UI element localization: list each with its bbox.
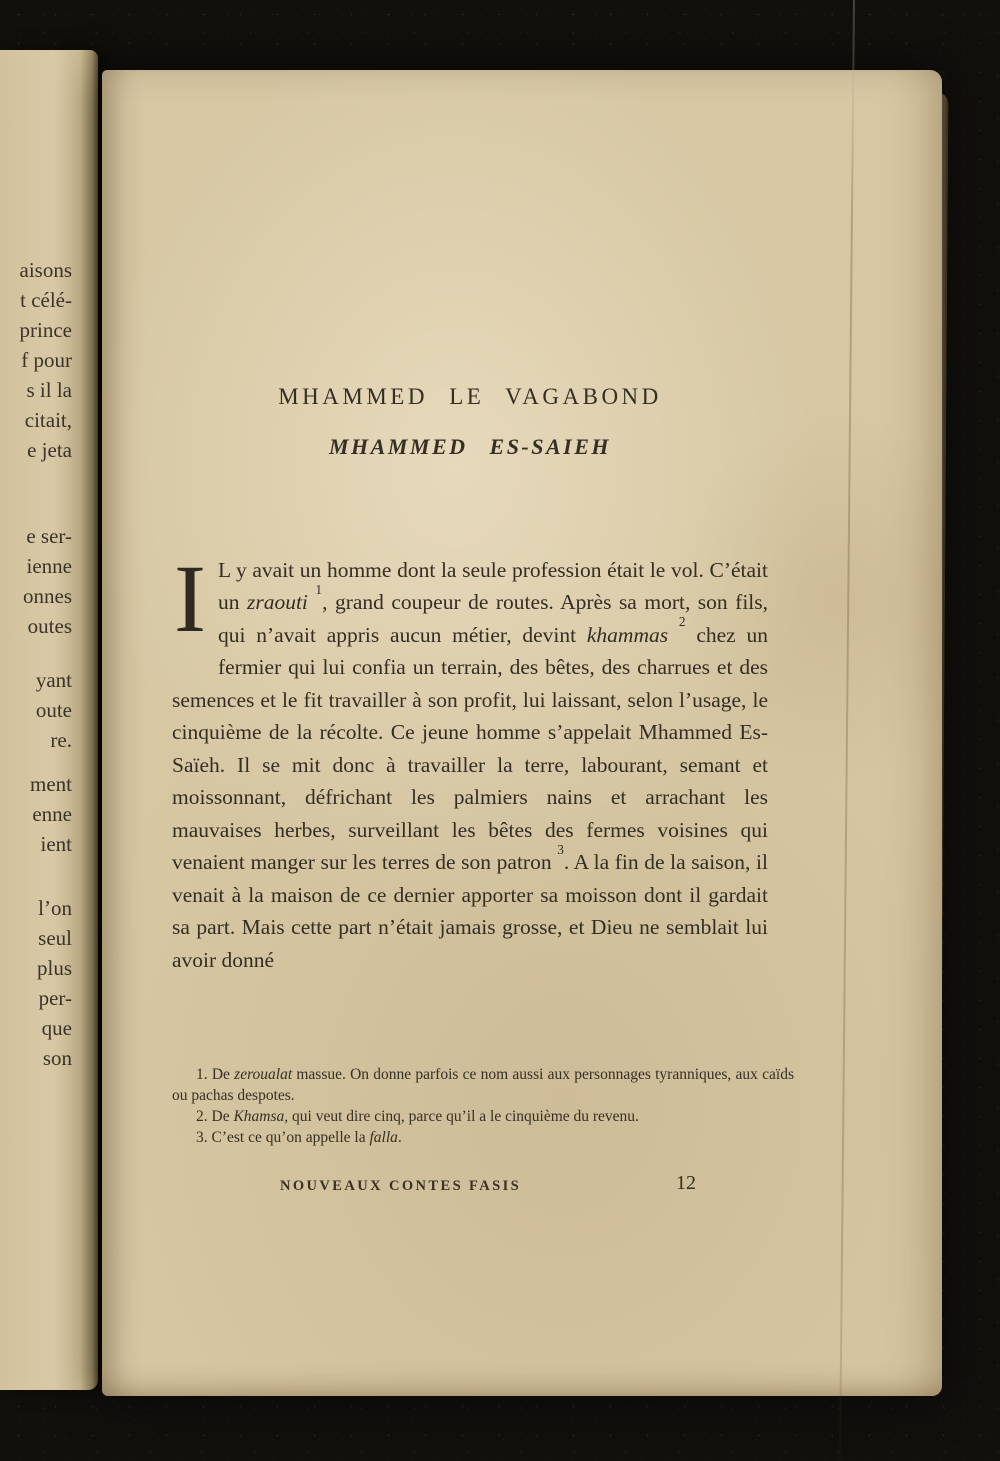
text-run: L y avait un homme dont la seule profession était le vol. C’était un [217,557,768,614]
italic-text: Khamsa [233,1108,285,1125]
left-page-text-group [0,255,72,465]
left-page-fragment: oute [35,698,72,722]
italic-text: zeroualat [234,1066,293,1083]
left-page-fragment: re. [50,728,72,752]
left-page-text-group [0,665,72,755]
footnote [172,1064,794,1106]
text-run: 2. De [196,1108,234,1125]
left-page-fragment: prince [19,318,72,342]
left-page-fragment: ient [40,832,72,856]
italic-text: zraouti [246,590,308,614]
left-page-fragment: t célé- [20,288,72,312]
text-run: 3. C’est ce qu’on appelle la [196,1129,370,1146]
left-page-text-group [0,521,72,641]
left-page-text-group [0,893,72,1073]
left-page-text-column [0,255,72,1101]
left-page-fragment: aisons [19,258,72,282]
text-run: , grand coupeur de routes. Après sa mort, son fils, qui n’avait appris aucun métier, devint [217,590,769,647]
left-page-fragment: l’on [38,896,72,920]
left-page-fragment: s il la [26,378,72,402]
left-page-fragment: que [41,1016,72,1040]
text-run: . A la fin de la saison, il venait à la maison de ce dernier apporter sa moisson dont il gardait sa part. Mais cette part n’était jamais grosse, et Dieu ne semblait lui avoir donné [172,850,768,972]
left-page-fragment: plus [36,956,72,980]
left-page [0,50,98,1390]
left-page-fragment: seul [38,926,72,950]
footnote [172,1106,794,1127]
text-run: . [397,1129,402,1146]
left-page-fragment: e jeta [27,438,72,462]
book-page [102,70,942,1396]
left-page-fragment: yant [35,668,72,692]
left-page-fragment: outes [27,614,72,638]
chapter-subtitle: MHAMMED ES-SAIEH [328,434,612,459]
footnote [172,1127,794,1148]
footnote-marker: 3 [557,841,564,857]
drop-cap: I [174,544,206,652]
left-page-fragment: enne [32,802,72,826]
text-run: chez un fermier qui lui confia un terrain, des bêtes, des charrues et des semences et le fit travailler à son profit, lui laissant, selon l’usage, le cinquième de la récolte. Ce jeune homme s’appelait Mhammed Es-Saïeh. Il se mit donc à travailler la terre, labourant, semant et moissonnant, défrichant les palmiers nains et arrachant les mauvaises herbes, surveillant les bêtes des fermes voisines qui venaient manger sur les terres de son patron [172,622,768,874]
italic-text: falla [369,1129,398,1146]
imprint: NOUVEAUX CONTES FASIS [280,1178,522,1194]
body-paragraph [172,544,769,977]
left-page-fragment: ienne [26,554,72,578]
footnotes [172,1064,794,1148]
left-page-fragment: f pour [21,348,72,372]
text-run [668,623,679,647]
left-page-fragment: ment [30,772,72,796]
body-paragraph-text [172,544,769,972]
footnote-marker: 2 [678,614,686,630]
italic-text: khammas [586,622,669,647]
text-run: 1. De [196,1066,235,1083]
left-page-fragment: onnes [23,584,72,608]
left-page-text-group [0,769,72,859]
text-run: massue. On donne parfois ce nom aussi aux personnages tyranniques, aux caïds ou pachas despotes. [172,1066,794,1104]
left-page-fragment: son [42,1046,72,1070]
text-run: , qui veut dire cinq, parce qu’il a le cinquième du revenu. [284,1108,639,1125]
left-page-fragment: citait, [24,408,72,432]
page-number: 12 [676,1172,696,1194]
left-page-fragment: per- [38,986,72,1010]
left-page-fragment: e ser- [26,524,72,548]
footnote-marker: 1 [315,581,323,597]
chapter-title: MHAMMED LE VAGABOND [278,384,662,409]
